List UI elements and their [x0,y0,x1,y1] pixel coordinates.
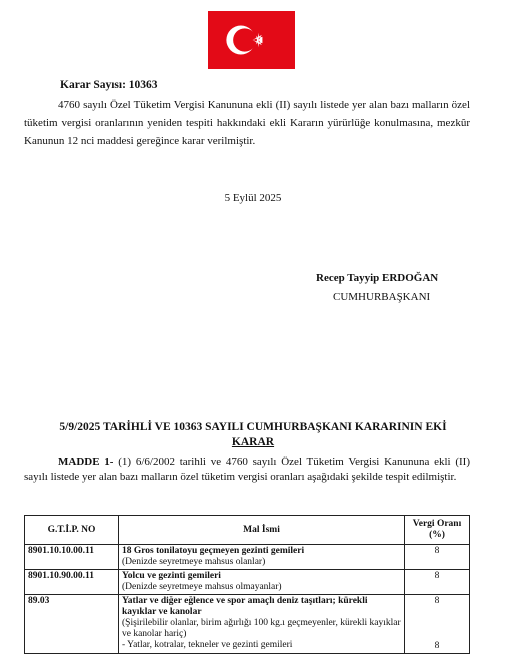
signatory-last-name: ERDOĞAN [382,272,439,284]
table-row [25,545,470,570]
row-note: (Denizde seyretmeye mahsus olanlar) [122,557,266,567]
header-rate [405,516,470,545]
row-rate-cell [405,595,470,654]
row-subitem-rate: 8 [434,641,440,651]
table-header-row [25,516,470,545]
header-code: G.T.İ.P. NO [25,516,119,545]
row-rate: 8 [405,570,470,595]
annex-title-line2: KARAR [231,436,275,448]
row-name-cell [119,595,405,654]
row-name-cell [119,570,405,595]
row-code: 8901.10.10.00.11 [25,545,119,570]
decree-date: 5 Eylül 2025 [224,192,282,204]
row-rate: 8 [405,545,470,570]
signatory-first-name: Recep Tayyip [316,272,383,284]
article-text: (1) 6/6/2002 tarihli ve 4760 sayılı Özel Tüketim Vergisi Kanununa ekli (II) sayılı listede yer alan bazı malların özel tüketim vergisi oranları aşağıdaki şekilde tespit edilmiştir. [24,456,470,483]
signatory-name [316,269,438,287]
turkish-flag-icon [207,11,296,69]
table-row [25,595,470,654]
table-row [25,570,470,595]
row-name: Yatlar ve diğer eğlence ve spor amaçlı deniz taşıtları; kürekli kayıklar ve kanolar [122,596,368,617]
row-code: 8901.10.90.00.11 [25,570,119,595]
row-name: 18 Gros tonilatoyu geçmeyen gezinti gemileri [122,546,305,556]
row-note: (Şişirilebilir olanlar, birim ağırlığı 100 kg.ı geçmeyenler, kürekli kayıklar ve kanolar hariç) [122,618,401,639]
signatory-title: CUMHURBAŞKANI [333,291,431,303]
header-name: Mal İsmi [119,516,405,545]
header-rate-line2: (%) [429,530,445,540]
header-rate-line1: Vergi Oranı [412,519,462,529]
tax-rate-table [24,515,470,654]
row-code: 89.03 [25,595,119,654]
row-name-cell [119,545,405,570]
decree-number: Karar Sayısı: 10363 [60,79,158,91]
annex-title [20,420,486,450]
row-name: Yolcu ve gezinti gemileri [122,571,221,581]
article-1 [24,455,470,485]
article-label: MADDE 1- [58,456,114,468]
row-rate: 8 [434,596,440,606]
decree-paragraph: 4760 sayılı Özel Tüketim Vergisi Kanununa ekli (II) sayılı listede yer alan bazı malların özel tüketim vergisi oranlarının yeniden tespiti hakkındaki ekli Kararın yürürlüğe konulmasına, mezkûr Kanunun 12 nci maddesi gereğince karar verilmiştir. [24,99,470,147]
annex-title-line1: 5/9/2025 TARİHLİ VE 10363 SAYILI CUMHURBAŞKANI KARARININ EKİ [59,421,447,433]
row-subitem: - Yatlar, kotralar, tekneler ve gezinti gemileri [122,640,293,650]
row-note: (Denizde seyretmeye mahsus olmayanlar) [122,582,282,592]
